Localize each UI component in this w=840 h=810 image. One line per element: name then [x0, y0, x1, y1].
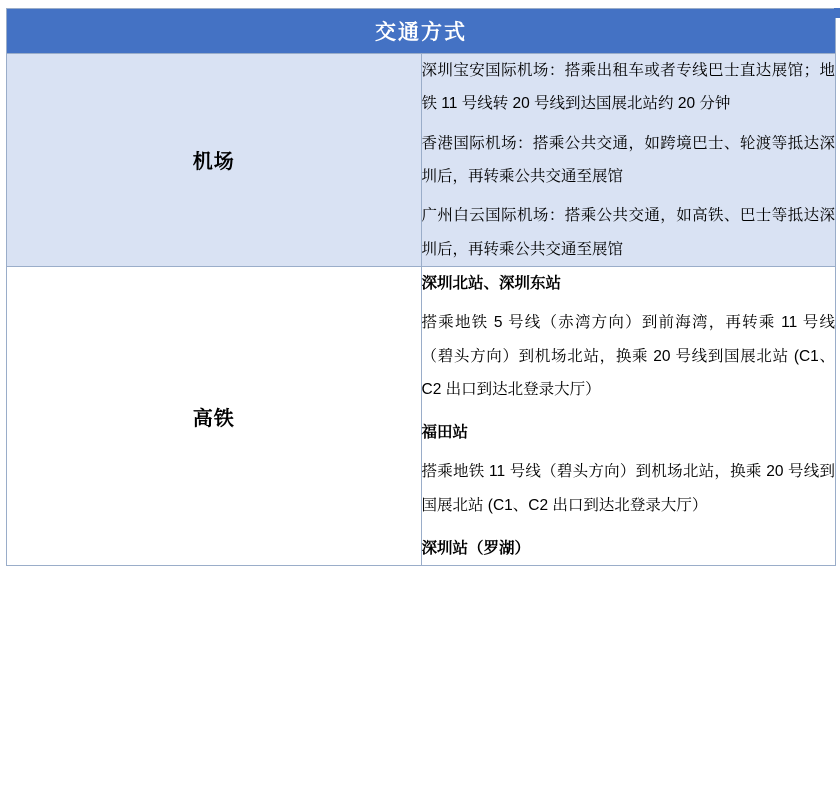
- table-title: 交通方式: [7, 9, 836, 54]
- category-label-airport: 机场: [7, 54, 422, 267]
- rail-heading-shenzhen-luohu: 深圳站（罗湖）: [421, 540, 531, 558]
- rail-heading-futian: 福田站: [421, 424, 469, 442]
- airport-paragraph-guangzhou: 广州白云国际机场：搭乘公共交通，如高铁、巴士等抵达深圳后，再转乘公共交通至展馆: [421, 207, 835, 258]
- table-header-row: [7, 9, 836, 54]
- table-row-rail: [7, 266, 836, 566]
- airport-paragraph-shenzhen: 深圳宝安国际机场：搭乘出租车或者专线巴士直达展馆；地铁 11 号线转 20 号线到达国展北站约 20 分钟: [421, 62, 835, 113]
- airport-content: [421, 54, 836, 267]
- transport-table: [6, 8, 836, 566]
- rail-content: [421, 266, 836, 566]
- rail-heading-north-east: 深圳北站、深圳东站: [421, 274, 562, 292]
- rail-text-futian: 搭乘地铁 11 号线（碧头方向）到机场北站，换乘 20 号线到国展北站 (C1、C2 出口到达北登录大厅）: [421, 463, 835, 514]
- rail-block-futian: [422, 416, 836, 522]
- rail-block-shenzhen-luohu: [422, 532, 836, 565]
- rail-block-north-east: [422, 267, 836, 406]
- rail-text-north-east: 搭乘地铁 5 号线（赤湾方向）到前海湾，再转乘 11 号线（碧头方向）到机场北站，换乘 20 号线到国展北站 (C1、 C2 出口到达北登录大厅）: [421, 314, 835, 398]
- category-label-rail: 高铁: [7, 266, 422, 566]
- airport-paragraph-hongkong: 香港国际机场：搭乘公共交通，如跨境巴士、轮渡等抵达深圳后，再转乘公共交通至展馆: [421, 134, 835, 185]
- table-row-airport: [7, 54, 836, 267]
- document-page: [0, 8, 840, 810]
- page-edge-marker: [834, 8, 840, 18]
